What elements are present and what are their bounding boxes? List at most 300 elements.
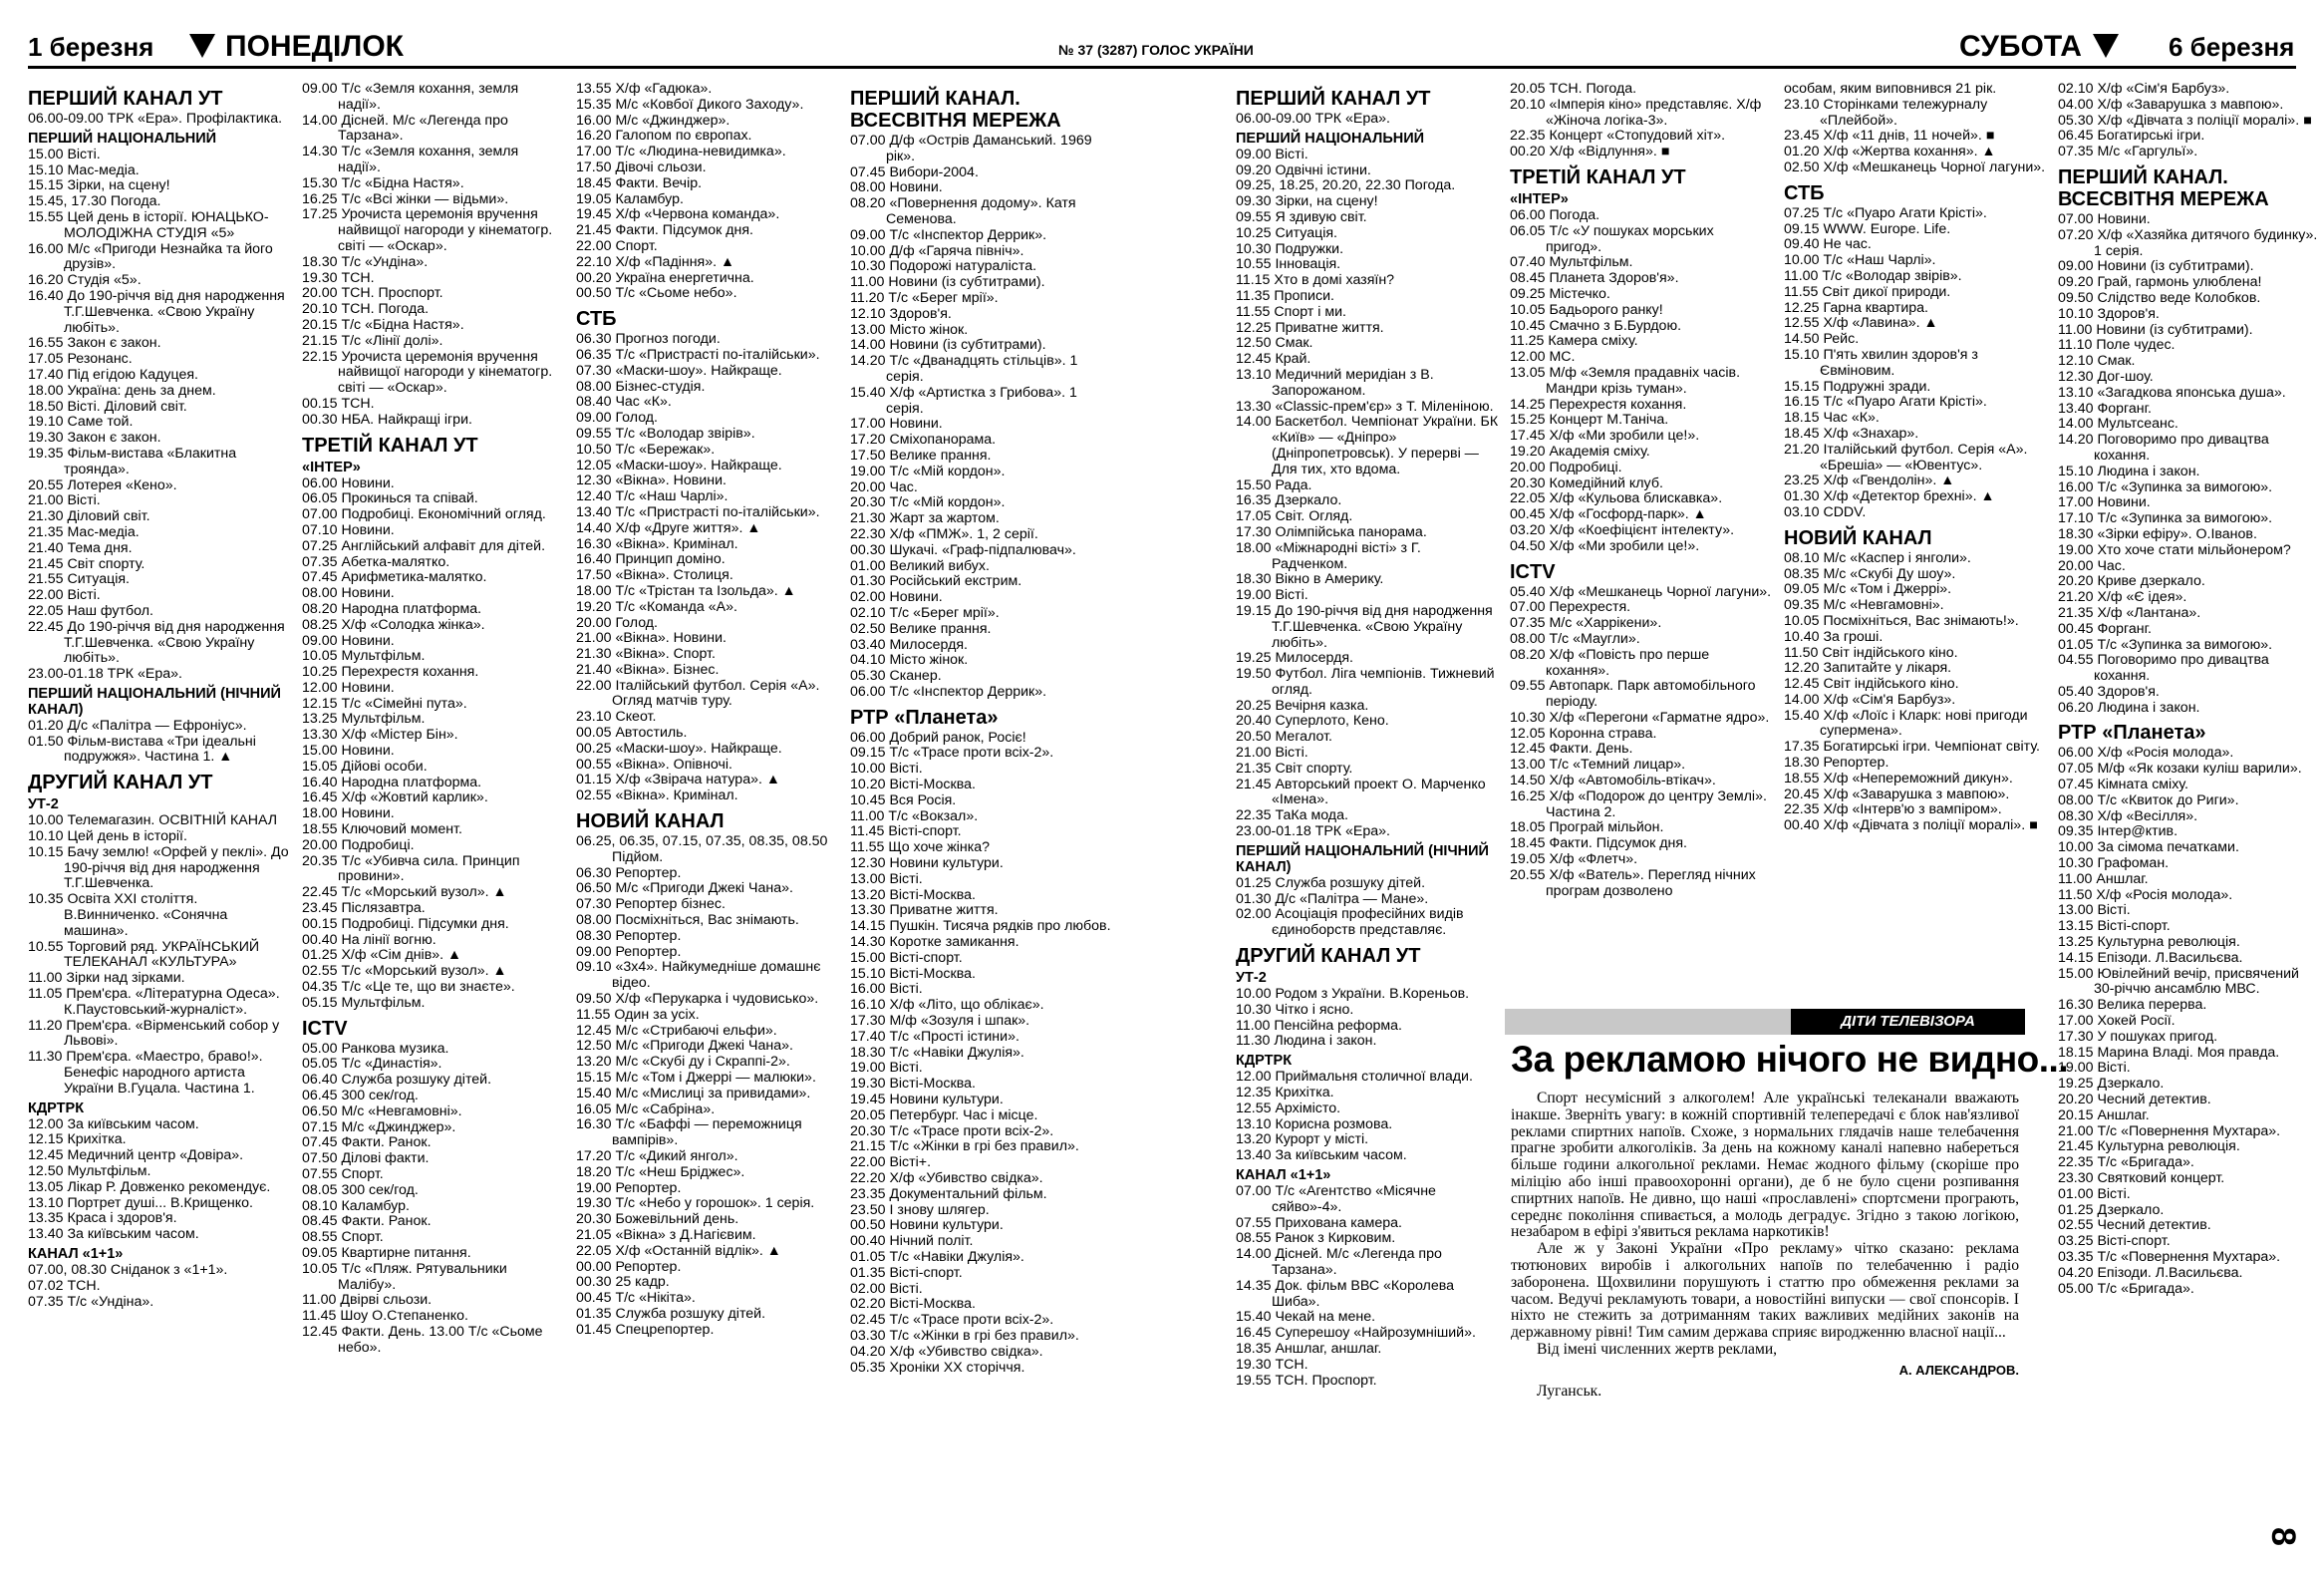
program-entry: 11.00 Двірві сльози.: [302, 1292, 433, 1309]
program-entry: 19.15 До 190-річчя від дня народження Т.Г.Шевченка. «Свою Україну любіть».: [1236, 602, 1493, 651]
program-entry: 23.50 І знову шлягер.: [850, 1201, 990, 1218]
program-entry: 12.55 Архімісто.: [1236, 1099, 1341, 1116]
program-entry: 07.15 М/с «Джинджер».: [302, 1118, 456, 1135]
program-entry: 16.55 Закон є закон.: [28, 335, 161, 352]
channel-heading: ТРЕТІЙ КАНАЛ УТ: [1510, 165, 1686, 188]
program-entry: 11.55 Один за усіх.: [576, 1006, 700, 1023]
program-entry: 16.35 Дзеркало.: [1236, 492, 1342, 509]
program-entry: 11.50 Світ індійського кіно.: [1784, 644, 1958, 661]
listing-column: [850, 82, 1113, 1376]
program-entry: 10.25 Перехрестя кохання.: [302, 664, 479, 681]
article-paragraph: Спорт несумісний з алкоголем! Але українські телеканали вважають інакше. Зверніть увагу: в кожній спортивній телепередачі є блок нав'язливої реклами спиртних напоїв. Схоже, з нормальних глядачів наше телебачення прагне зробити алкоголіків. За день на кожному каналі напевно набереться більше години алкогольної реклами. Немає жодного фільму (скоріше про міліцію або інші правоохоронні органи), де б не було сцени розпивання спиртних напоїв. Не дивно, що наші «прославлені» спортсмени програють, середнє покоління спивається, а молодь деградує. Згідно з такою логікою, незабаром в ефірі з'явиться реклама наркотиків!: [1511, 1090, 2019, 1241]
program-entry: 10.05 Т/с «Пляж. Рятувальники Малібу».: [302, 1260, 507, 1293]
program-entry: 01.35 Служба розшуку дітей.: [576, 1305, 766, 1322]
program-entry: 00.50 Новини культури.: [850, 1217, 1004, 1234]
program-entry: 10.00 За сімома печатками.: [2058, 839, 2239, 856]
program-entry: 09.55 Т/с «Володар звірів».: [576, 425, 755, 442]
program-entry: 15.10 Мас-медіа.: [28, 161, 140, 178]
program-entry: 19.20 Академія сміху.: [1510, 443, 1650, 460]
program-entry: 03.40 Милосердя.: [850, 636, 968, 653]
program-entry: 10.50 Т/с «Бережак».: [576, 441, 716, 458]
program-entry: 10.10 Здоров'я.: [2058, 305, 2160, 322]
article-section-label: ДІТИ ТЕЛЕВІЗОРА: [1791, 1009, 2025, 1035]
program-entry: 06.30 Репортер.: [576, 864, 682, 881]
program-entry: 15.25 Концерт М.Таніча.: [1510, 412, 1669, 429]
program-entry: 07.45 Арифметика-малятко.: [302, 569, 487, 586]
program-entry: 13.40 Форганг.: [2058, 400, 2152, 417]
program-entry: 00.30 Шукачі. «Граф-підпалювач».: [850, 541, 1076, 558]
program-entry: 15.40 Х/ф «Артистка з Грибова». 1 серія.: [850, 384, 1077, 417]
program-entry: 12.25 Гарна квартира.: [1784, 299, 1928, 316]
program-entry: 13.10 «Загадкова японська душа».: [2058, 384, 2286, 401]
program-entry: 16.05 М/с «Сабріна».: [576, 1100, 716, 1117]
program-entry: 08.10 Каламбур.: [302, 1197, 410, 1214]
program-entry: 13.00 Т/с «Темний лицар».: [1510, 757, 1686, 774]
channel-heading: СТБ: [1784, 181, 1825, 204]
program-entry: 07.45 Вибори-2004.: [850, 163, 979, 180]
program-entry: 19.30 ТСН.: [302, 269, 375, 286]
program-entry: 15.10 Вісті-Москва.: [850, 965, 976, 982]
program-entry: 20.55 Х/ф «Ватель». Перегляд нічних програм дозволено: [1510, 866, 1756, 899]
program-entry: 15.10 Людина і закон.: [2058, 463, 2200, 479]
program-entry: 20.30 Комедійний клуб.: [1510, 474, 1663, 491]
program-entry: 03.10 CDDV.: [1784, 503, 1867, 520]
program-entry: 14.00 Дісней. М/с «Легенда про Тарзана».: [1236, 1246, 1442, 1278]
program-entry: 12.00 МС.: [1510, 349, 1576, 366]
program-entry: 17.10 Т/с «Зупинка за вимогою».: [2058, 510, 2273, 527]
channel-subheading: ПЕРШИЙ НАЦІОНАЛЬНИЙ: [1236, 130, 1425, 147]
program-entry: 01.30 Російський екстрим.: [850, 573, 1022, 590]
program-entry: 08.00 Т/с «Маугли».: [1510, 630, 1640, 647]
program-entry: 07.00 Д/ф «Острів Даманський. 1969 рік».: [850, 133, 1092, 164]
program-entry: 01.05 Т/с «Зупинка за вимогою».: [2058, 636, 2273, 653]
program-entry: 13.15 Вісті-спорт.: [2058, 918, 2171, 935]
page-number: 8: [2264, 1527, 2303, 1546]
program-entry: 07.50 Ділові факти.: [302, 1150, 430, 1167]
program-entry: 10.05 Бадьорого ранку!: [1510, 301, 1663, 318]
program-entry: 20.00 ТСН. Проспорт.: [302, 285, 443, 302]
program-entry: 05.35 Хроніки XX сторіччя.: [850, 1359, 1025, 1376]
program-entry: 11.00 Аншлаг.: [2058, 870, 2149, 887]
program-entry: 07.00 Перехрестя.: [1510, 599, 1631, 616]
program-entry: 20.00 Голод.: [576, 614, 658, 631]
right-date: 6 березня: [2169, 32, 2295, 62]
program-entry: 12.10 Смак.: [2058, 353, 2136, 370]
program-entry: 10.30 Подорожі натураліста.: [850, 258, 1037, 275]
program-entry: 10.55 Торговий ряд. УКРАЇНСЬКИЙ ТЕЛЕКАНАЛ «КУЛЬТУРА»: [28, 938, 260, 971]
program-entry: 05.40 Х/ф «Мешканець Чорної лагуни».: [1510, 583, 1772, 600]
program-entry: 11.25 Камера сміху.: [1510, 333, 1638, 350]
program-entry: 17.00 Хокей Росії.: [2058, 1013, 2176, 1030]
channel-subheading: УТ-2: [28, 796, 59, 813]
program-entry: 09.50 Х/ф «Перукарка і чудовисько».: [576, 991, 819, 1008]
program-entry: 16.40 Принцип доміно.: [576, 551, 726, 568]
program-entry: 14.20 Т/с «Дванадцять стільців». 1 серія.: [850, 353, 1078, 385]
program-entry: 08.05 300 сек/год.: [302, 1181, 419, 1198]
program-entry: 17.00 Т/с «Людина-невидимка».: [576, 144, 786, 160]
program-entry: 22.30 Х/ф «ПМЖ». 1, 2 серії.: [850, 525, 1038, 542]
program-entry: 05.30 Сканер.: [850, 668, 942, 685]
program-entry: 21.35 Світ спорту.: [1236, 760, 1353, 777]
program-entry: 18.00 Новини.: [302, 805, 395, 822]
program-entry: 06.00-09.00 ТРК «Ера».: [1236, 111, 1390, 127]
program-entry: 08.30 Репортер.: [576, 927, 682, 944]
article-city: Луганськ.: [1537, 1382, 1602, 1400]
program-entry: 18.45 Х/ф «Знахар».: [1784, 425, 1919, 442]
program-entry: 20.00 Час.: [2058, 557, 2126, 574]
program-entry: 00.20 Х/ф «Відлуння». ■: [1510, 144, 1670, 160]
program-entry: 07.55 Спорт.: [302, 1166, 384, 1182]
program-entry: 00.40 Нічний політ.: [850, 1233, 974, 1250]
program-entry: 08.55 Спорт.: [302, 1229, 384, 1246]
program-entry: 11.45 Вісті-спорт.: [850, 823, 962, 840]
program-entry: 18.15 Час «К».: [1784, 410, 1880, 427]
program-entry: 10.35 Освіта XXI століття. В.Винниченко. «Сонячна машина».: [28, 891, 228, 939]
program-entry: 14.15 Пушкін. Тисяча рядків про любов.: [850, 918, 1111, 935]
program-entry: 04.35 Т/с «Це те, що ви знаєте».: [302, 979, 515, 996]
program-entry: 16.20 Студія «5».: [28, 272, 142, 289]
program-entry: 04.55 Поговоримо про дивацтва кохання.: [2058, 652, 2269, 685]
program-entry: 06.00 Х/ф «Росія молода».: [2058, 745, 2234, 762]
program-entry: 18.20 Т/с «Неш Бріджес».: [576, 1163, 745, 1180]
program-entry: 09.35 М/с «Невгамовні».: [1784, 597, 1944, 614]
program-entry: 06.30 Прогноз погоди.: [576, 331, 721, 348]
program-entry: 13.10 Медичний меридіан з В. Запорожаном.: [1236, 366, 1434, 399]
program-entry: 23.30 Святковий концерт.: [2058, 1170, 2225, 1186]
program-entry: 13.10 Портрет душі... В.Крищенко.: [28, 1194, 253, 1211]
program-entry: 15.00 Новини.: [302, 743, 395, 760]
program-entry: 15.00 Вісті.: [28, 146, 101, 162]
program-entry: 20.55 Лотерея «Кено».: [28, 476, 177, 493]
program-entry: 08.30 Х/ф «Весілля».: [2058, 807, 2198, 824]
program-entry: 23.00-01.18 ТРК «Ера».: [1236, 823, 1390, 840]
program-entry: 20.40 Суперлото, Кено.: [1236, 713, 1389, 730]
program-entry: 13.00 Вісті.: [850, 870, 923, 887]
program-entry: 21.30 «Вікна». Спорт.: [576, 646, 716, 663]
channel-subheading: КАНАЛ «1+1»: [28, 1246, 124, 1262]
listing-column: [576, 82, 839, 1339]
program-entry: 11.05 Прем'єра. «Літературна Одеса». К.Паустовський-журналіст».: [28, 986, 280, 1018]
program-entry: 06.05 Прокинься та співай.: [302, 490, 478, 507]
program-entry: 09.05 Квартирне питання.: [302, 1244, 471, 1261]
program-entry: 16.40 До 190-річчя від дня народження Т.Г.Шевченка. «Свою Україну любіть».: [28, 287, 285, 336]
program-entry: 13.30 Приватне життя.: [850, 902, 999, 919]
program-entry: 02.10 Х/ф «Сім'я Барбуз».: [2058, 81, 2230, 97]
program-entry: 13.20 Курорт у місті.: [1236, 1131, 1369, 1148]
program-entry: 17.50 «Вікна». Столиця.: [576, 567, 733, 584]
program-entry: 11.00 Т/с «Володар звірів».: [1784, 267, 1962, 284]
program-entry: 00.30 НБА. Найкращі ігри.: [302, 411, 472, 428]
program-entry: 09.15 WWW. Europe. Life.: [1784, 220, 1951, 237]
program-entry: 02.55 Чесний детектив.: [2058, 1217, 2211, 1234]
program-entry: 06.50 М/с «Невгамовні».: [302, 1102, 462, 1119]
program-entry: 20.10 ТСН. Погода.: [302, 301, 430, 318]
program-entry: 11.45 Шоу О.Степаненко.: [302, 1308, 468, 1325]
program-entry: 17.25 Урочиста церемонія вручення найвищої нагороди у кінематогр. світі — «Оскар».: [302, 206, 553, 254]
program-entry: 23.45 Післязавтра.: [302, 900, 426, 917]
program-entry: 22.45 Т/с «Морський вузол». ▲: [302, 884, 507, 901]
program-entry: 02.50 Х/ф «Мешканець Чорної лагуни».: [1784, 158, 2046, 175]
program-entry: 15.40 М/с «Мислиці за привидами».: [576, 1085, 811, 1101]
program-entry: 03.25 Вісті-спорт.: [2058, 1233, 2171, 1250]
program-entry: 11.55 Світ дикої природи.: [1784, 283, 1951, 300]
program-entry: 18.30 Репортер.: [1784, 755, 1889, 772]
program-entry: 20.00 Подробиці.: [302, 836, 415, 853]
program-entry: 07.45 Факти. Ранок.: [302, 1134, 432, 1151]
channel-heading: ТРЕТІЙ КАНАЛ УТ: [302, 434, 478, 457]
channel-subheading: УТ-2: [1236, 970, 1267, 987]
program-entry: 07.35 М/с «Харрікени».: [1510, 615, 1662, 632]
program-entry: 07.10 Новини.: [302, 521, 395, 538]
program-entry: 14.30 Коротке замикання.: [850, 934, 1019, 951]
program-entry: 12.50 Смак.: [1236, 335, 1313, 352]
program-entry: 01.25 Служба розшуку дітей.: [1236, 874, 1426, 891]
program-entry: 09.00 Голод.: [576, 410, 658, 427]
program-entry: 06.25, 06.35, 07.15, 07.35, 08.35, 08.50 Підйом.: [576, 833, 828, 865]
program-entry: 18.55 Х/ф «Непереможний дикун».: [1784, 770, 2013, 786]
program-entry: 11.20 Прем'єра. «Вірменський собор у Львові».: [28, 1017, 280, 1050]
program-entry: 16.00 М/с «Джинджер».: [576, 112, 730, 129]
program-entry: 21.45 Культурна революція.: [2058, 1138, 2240, 1155]
program-entry: 02.00 Асоціація професійних видів єдиноборств представляє.: [1236, 906, 1464, 939]
program-entry: 00.40 Х/ф «Дівчата з поліції моралі». ■: [1784, 817, 2038, 834]
program-entry: 13.30 Х/ф «Містер Бін».: [302, 727, 458, 744]
program-entry: 01.25 Дзеркало.: [2058, 1201, 2165, 1218]
program-entry: 22.15 Урочиста церемонія вручення найвищої нагороди у кінематогр. світі — «Оскар».: [302, 348, 553, 397]
program-entry: 15.15 Подружні зради.: [1784, 378, 1931, 395]
program-entry: 23.25 Х/ф «Гвендолін». ▲: [1784, 472, 1955, 489]
program-entry: 00.45 Т/с «Нікіта».: [576, 1290, 696, 1307]
program-entry: 13.10 Корисна розмова.: [1236, 1115, 1393, 1132]
header-rule: [28, 66, 2296, 69]
program-entry: 09.55 Я здивую світ.: [1236, 208, 1367, 225]
program-entry: 12.00 Приймальня столичної влади.: [1236, 1069, 1473, 1086]
program-entry: 07.05 М/ф «Як козаки куліш варили».: [2058, 761, 2302, 778]
program-entry: 22.20 Х/ф «Убивство свідка».: [850, 1170, 1043, 1186]
program-entry: 05.30 Х/ф «Дівчата з поліції моралі». ■: [2058, 112, 2312, 129]
channel-subheading: «ІНТЕР»: [302, 459, 361, 475]
program-entry: 13.25 Мультфільм.: [302, 711, 426, 728]
program-entry: 06.00 Погода.: [1510, 206, 1600, 223]
program-entry: 21.45 Світ спорту.: [28, 555, 145, 572]
program-entry: 12.45 Край.: [1236, 351, 1311, 368]
program-entry: 13.05 М/ф «Земля прадавніх часів. Мандри крізь туман».: [1510, 364, 1741, 397]
program-entry: 12.25 Приватне життя.: [1236, 319, 1384, 336]
program-entry: 19.30 Т/с «Небо у горошок». 1 серія.: [576, 1195, 815, 1212]
program-entry: 16.10 Х/ф «Літо, що облікає».: [850, 997, 1044, 1014]
program-entry: 07.25 Англійський алфавіт для дітей.: [302, 537, 546, 554]
program-entry: 09.50 Слідство веде Колобков.: [2058, 289, 2261, 306]
left-date: 1 березня: [28, 32, 154, 62]
program-entry: 18.30 Вікно в Америку.: [1236, 571, 1384, 588]
program-entry: 10.30 Графоман.: [2058, 855, 2170, 872]
channel-heading: РТР «Планета»: [850, 706, 999, 729]
program-entry: 05.00 Ранкова музика.: [302, 1040, 449, 1057]
program-entry: 00.00 Репортер.: [576, 1258, 682, 1275]
program-entry: 12.45 М/с «Стрибаючі ельфи».: [576, 1022, 777, 1039]
program-entry: 21.00 Вісті.: [28, 492, 101, 509]
program-entry: 08.35 М/с «Скубі Ду шоу».: [1784, 565, 1956, 582]
program-entry: 20.10 «Імперія кіно» представляє. Х/ф «Жіноча логіка-3».: [1510, 96, 1762, 129]
program-entry: 13.20 Вісті-Москва.: [850, 886, 976, 903]
program-entry: 11.00 Зірки над зірками.: [28, 970, 185, 987]
program-entry: 02.00 Вісті.: [850, 1280, 923, 1297]
program-entry: 09.00 Новини.: [302, 632, 395, 649]
program-entry: 19.25 Милосердя.: [1236, 650, 1353, 667]
program-entry: 12.50 Мультфільм.: [28, 1163, 151, 1180]
channel-heading: ПЕРШИЙ КАНАЛ. ВСЕСВІТНЯ МЕРЕЖА: [2058, 165, 2269, 210]
program-entry: 00.15 ТСН.: [302, 395, 375, 412]
program-entry: 13.20 М/с «Скубі ду і Скраппі-2».: [576, 1054, 790, 1071]
issue-info: № 37 (3287) ГОЛОС УКРАЇНИ: [1058, 42, 1254, 58]
program-entry: 14.30 Т/с «Земля кохання, земля надії».: [302, 144, 519, 175]
listing-column: [1510, 82, 1773, 899]
program-entry: 18.00 Україна: день за днем.: [28, 382, 216, 399]
program-entry: 21.15 Т/с «Жінки в грі без правил».: [850, 1138, 1079, 1155]
program-entry: 12.45 Факти. День. 13.00 Т/с «Сьоме небо».: [302, 1323, 543, 1356]
program-entry: 10.30 Х/ф «Перегони «Гарматне ядро».: [1510, 709, 1770, 726]
program-entry: 23.10 Скеот.: [576, 709, 657, 726]
program-entry: 09.00 Вісті.: [1236, 146, 1308, 162]
program-entry: 10.00 Т/с «Наш Чарлі».: [1784, 252, 1936, 269]
program-entry: 20.00 Подробиці.: [1510, 459, 1622, 475]
program-entry: 01.30 Х/ф «Детектор брехні». ▲: [1784, 488, 1995, 505]
program-entry: 20.05 Петербург. Час і місце.: [850, 1106, 1038, 1123]
program-entry: 06.45 300 сек/год.: [302, 1088, 419, 1104]
program-entry: 05.15 Мультфільм.: [302, 994, 426, 1011]
program-entry: 23.00-01.18 ТРК «Ера».: [28, 666, 182, 683]
program-entry: 01.00 Вісті.: [2058, 1185, 2131, 1202]
program-entry: 01.35 Вісті-спорт.: [850, 1264, 963, 1281]
program-entry: 20.05 ТСН. Погода.: [1510, 81, 1637, 97]
program-entry: 10.00 Телемагазин. ОСВІТНІЙ КАНАЛ: [28, 812, 278, 829]
program-entry: 14.35 Док. фільм ВВС «Королева Шиба».: [1236, 1277, 1454, 1310]
program-entry: 09.15 Т/с «Трасе проти всіх-2».: [850, 745, 1054, 762]
program-entry: 17.30 У пошуках пригод.: [2058, 1028, 2218, 1045]
program-entry: 16.15 Т/с «Пуаро Агати Крісті».: [1784, 394, 1987, 411]
program-entry: 07.35 М/с «Гаргульї».: [2058, 144, 2198, 160]
program-entry: 15.55 Цей день в історії. ЮНАЦЬКО-МОЛОДІЖНА СТУДІЯ «5»: [28, 208, 269, 241]
article-author: А. АЛЕКСАНДРОВ.: [1898, 1362, 2019, 1378]
program-entry: 08.40 Час «К».: [576, 394, 672, 411]
program-entry: 19.20 Т/с «Команда «А».: [576, 598, 737, 615]
program-entry: 06.00 Т/с «Інспектор Деррик».: [850, 683, 1047, 700]
program-entry: 12.50 М/с «Пригоди Джекі Чана».: [576, 1038, 793, 1055]
program-entry: 06.35 Т/с «Пристрасті по-італійськи».: [576, 346, 820, 363]
program-entry: 18.45 Факти. Вечір.: [576, 174, 703, 191]
program-entry: 09.25 Містечко.: [1510, 285, 1610, 302]
article-body: [1511, 1091, 2019, 1400]
program-entry: 10.45 Смачно з Б.Бурдою.: [1510, 317, 1682, 334]
program-entry: 10.00 Родом з України. В.Кореньов.: [1236, 986, 1470, 1003]
program-entry: 16.00 Вісті.: [850, 981, 923, 998]
program-entry: 12.45 Медичний центр «Довіра».: [28, 1147, 244, 1164]
program-entry: 05.40 Здоров'я.: [2058, 683, 2160, 700]
program-entry: 02.45 Т/с «Трасе проти всіх-2».: [850, 1312, 1054, 1329]
program-entry: 02.55 Т/с «Морський вузол». ▲: [302, 963, 507, 980]
program-entry: 18.30 «Зірки ефіру». О.Іванов.: [2058, 525, 2257, 542]
program-entry: 17.05 Світ. Огляд.: [1236, 508, 1353, 525]
program-entry: 10.00 Д/ф «Гаряча північ».: [850, 242, 1024, 259]
program-entry: 12.20 Запитайте у лікаря.: [1784, 660, 1952, 677]
program-entry: 18.30 Т/с «Ундіна».: [302, 253, 429, 270]
program-entry: 19.50 Футбол. Ліга чемпіонів. Тижневий огляд.: [1236, 666, 1495, 698]
program-entry: 15.30 Т/с «Бідна Настя».: [302, 174, 464, 191]
program-entry: 15.00 Ювілейний вечір, присвячений 30-річчю ансамблю МВС.: [2058, 965, 2299, 998]
program-entry: 20.20 Криве дзеркало.: [2058, 573, 2205, 590]
program-entry: 21.40 «Вікна». Бізнес.: [576, 661, 720, 678]
program-entry: 19.55 ТСН. Проспорт.: [1236, 1372, 1377, 1389]
program-entry: 12.55 Х/ф «Лавина». ▲: [1784, 315, 1938, 332]
program-entry: 18.55 Ключовий момент.: [302, 821, 462, 838]
program-entry: 09.20 Грай, гармонь улюблена!: [2058, 274, 2262, 291]
program-entry: 20.20 Чесний детектив.: [2058, 1092, 2211, 1108]
program-entry: 17.45 Х/ф «Ми зробили це!».: [1510, 428, 1700, 445]
program-entry: 07.30 «Маски-шоу». Найкраще.: [576, 362, 782, 379]
program-entry: 21.40 Тема дня.: [28, 539, 133, 556]
program-entry: 11.35 Прописи.: [1236, 287, 1334, 304]
channel-heading: ICTV: [1510, 560, 1556, 583]
program-entry: 13.55 Х/ф «Гадюка».: [576, 81, 713, 97]
program-entry: 20.45 Х/ф «Заварушка з мавпою».: [1784, 785, 2010, 802]
program-entry: 08.20 Народна платформа.: [302, 600, 482, 617]
program-entry: 20.30 Т/с «Трасе проти всіх-2».: [850, 1122, 1054, 1139]
program-entry: 12.45 Світ індійського кіно.: [1784, 676, 1959, 693]
program-entry: 06.45 Богатирські ігри.: [2058, 128, 2205, 145]
channel-heading: ПЕРШИЙ КАНАЛ. ВСЕСВІТНЯ МЕРЕЖА: [850, 88, 1061, 132]
program-entry: 07.25 Т/с «Пуаро Агати Крісті».: [1784, 204, 1987, 221]
program-entry: 08.00 Посміхніться, Вас знімають.: [576, 912, 799, 929]
program-entry: 10.10 Цей день в історії.: [28, 828, 187, 845]
program-entry: 19.00 Т/с «Мій кордон».: [850, 463, 1006, 479]
program-entry: 11.55 Спорт і ми.: [1236, 303, 1346, 320]
program-entry: 14.25 Перехрестя кохання.: [1510, 396, 1687, 413]
program-entry: 12.30 Новини культури.: [850, 855, 1004, 872]
program-entry: 11.50 Х/ф «Росія молода».: [2058, 886, 2233, 903]
program-entry: 12.05 Коронна страва.: [1510, 725, 1657, 742]
program-entry: 16.25 Т/с «Всі жінки — відьми».: [302, 190, 509, 207]
program-entry: 13.35 Краса і здоров'я.: [28, 1210, 177, 1227]
program-entry: 03.20 Х/ф «Коефіцієнт інтелекту».: [1510, 521, 1735, 538]
program-entry: 20.15 Аншлаг.: [2058, 1106, 2150, 1123]
program-entry: 12.15 Т/с «Сімейні пута».: [302, 695, 467, 712]
program-entry: 17.20 Сміхопанорама.: [850, 432, 997, 449]
program-entry: 21.20 Х/ф «Є ідея».: [2058, 589, 2187, 606]
program-entry: 18.35 Аншлаг, аншлаг.: [1236, 1340, 1382, 1357]
program-entry: 04.50 Х/ф «Ми зробили це!».: [1510, 537, 1700, 554]
program-entry: 14.00 Мультсеанс.: [2058, 416, 2179, 433]
program-entry: 14.50 Х/ф «Автомобіль-втікач».: [1510, 773, 1716, 789]
right-day: СУБОТА: [1959, 30, 2082, 63]
program-entry: 07.00 Т/с «Агентство «Місячне сяйво»-4».: [1236, 1183, 1436, 1215]
program-entry: 08.45 Факти. Ранок.: [302, 1213, 432, 1230]
program-entry: 09.25, 18.25, 20.20, 22.30 Погода.: [1236, 177, 1456, 194]
program-entry: 02.20 Вісті-Москва.: [850, 1296, 976, 1313]
program-entry: 03.30 Т/с «Жінки в грі без правил».: [850, 1327, 1079, 1344]
program-entry: 17.30 Олімпійська панорама.: [1236, 523, 1427, 540]
program-entry: 21.55 Ситуація.: [28, 571, 131, 588]
program-entry: 18.45 Факти. Підсумок дня.: [1510, 835, 1687, 852]
program-entry: 22.35 Концерт «Стопудовий хіт».: [1510, 128, 1726, 145]
program-entry: 00.05 Автостиль.: [576, 725, 688, 742]
program-entry: 21.35 Х/ф «Лантана».: [2058, 604, 2201, 621]
program-entry: 19.30 Вісті-Москва.: [850, 1076, 976, 1093]
listing-column: [1784, 82, 2047, 834]
program-entry: 21.35 Мас-медіа.: [28, 523, 140, 540]
program-entry: 15.50 Рада.: [1236, 476, 1312, 493]
program-entry: 22.05 Х/ф «Останній відлік». ▲: [576, 1242, 781, 1259]
program-entry: 21.00 Т/с «Повернення Мухтара».: [2058, 1122, 2281, 1139]
